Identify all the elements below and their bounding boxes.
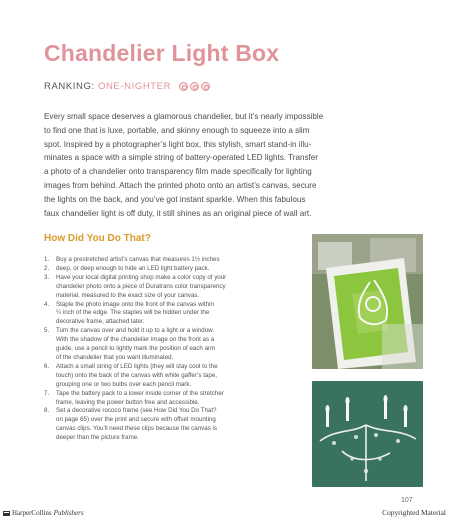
step-item	[44, 265, 306, 274]
step-item	[44, 327, 306, 363]
step-text-line: material, measured to the exact size of your canvas.	[56, 291, 200, 299]
intro-line: a photo of a chandelier onto transparency film made specifically for lighting	[44, 167, 312, 177]
step-text-line: decorative frame, attached later.	[56, 318, 145, 326]
step-number: 5.	[44, 327, 50, 335]
intro-paragraph	[44, 110, 392, 220]
intro-line: the lights on the back, and you’ve got instant sparkle. When this fabulous	[44, 194, 306, 204]
ranking-label: RANKING:	[44, 81, 95, 92]
step-text-line: of the chandelier that you want illuminated.	[56, 353, 174, 361]
publisher-name: HarperCollins	[12, 509, 52, 517]
steps-list	[44, 256, 306, 443]
step-text-line: Buy a prestretched artist’s canvas that measures 1½ inches	[56, 256, 220, 263]
section-heading: How Did You Do That?	[44, 233, 151, 244]
publisher-logo-icon	[3, 510, 10, 516]
step-text-line: With the shadow of the chandelier image on the front as a	[56, 336, 215, 344]
page-number: 107	[401, 497, 413, 504]
step-item	[44, 363, 306, 390]
step-item	[44, 274, 306, 301]
intro-line: faux chandelier light is off duty, it still shines as an original piece of wall art.	[44, 208, 312, 218]
intro-line: spot. Inspired by a photographer’s light box, this stylish, smart stand-in illu-	[44, 139, 312, 149]
ranking-value: ONE-NIGHTER	[97, 81, 172, 92]
ranking-line	[44, 81, 210, 92]
ranking-rating-icons	[179, 82, 210, 91]
step-text-line: deep, or deep enough to hide an LED light battery pack.	[56, 264, 210, 272]
publisher-mark	[3, 509, 84, 517]
step-text-line: guide, use a pencil to lightly mark the position of each arm	[56, 345, 216, 353]
step-number: 1.	[44, 256, 50, 263]
photo-chandelier-lightbox-in-room	[312, 234, 423, 369]
intro-line: minates a space with a simple string of battery-operated LED lights. Transfer	[44, 153, 318, 163]
photo-chandelier-closeup	[312, 381, 423, 487]
step-text-line: Turn the canvas over and hold it up to a light or a window.	[56, 327, 214, 335]
rating-circle-icon	[179, 82, 188, 91]
rating-circle-icon	[201, 82, 210, 91]
step-number: 6.	[44, 362, 50, 370]
step-text-line: Staple the photo image onto the front of the canvas within	[56, 300, 214, 308]
step-item	[44, 407, 306, 443]
step-item	[44, 301, 306, 328]
step-number: 7.	[44, 389, 50, 397]
step-text-line: Attach a small string of LED lights (they will stay cool to the	[56, 362, 218, 370]
step-text-line: on page 65) over the print and secure with offset mounting	[56, 416, 216, 424]
step-item	[44, 256, 306, 265]
step-item	[44, 390, 306, 408]
step-number: 8.	[44, 407, 50, 415]
step-text-line: Set a decorative rococo frame (see How Did You Do That?	[56, 407, 217, 415]
step-text-line: ¼ inch of the edge. The staples will be hidden under the	[56, 309, 210, 317]
intro-line: Every small space deserves a glamorous chandelier, but it’s nearly impossible	[44, 112, 324, 121]
step-number: 4.	[44, 300, 50, 308]
rating-circle-icon	[190, 82, 199, 91]
step-text-line: frame, leaving the power button free and accessible.	[56, 398, 200, 406]
step-text-line: Tape the battery pack to a lower inside corner of the stretcher	[56, 389, 224, 397]
step-number: 3.	[44, 273, 50, 281]
copyright-notice: Copyrighted Material	[382, 508, 446, 517]
publisher-name-italic: Publishers	[53, 509, 84, 517]
step-text-line: chandelier photo onto a piece of Duratrans color transparency	[56, 282, 226, 290]
step-text-line: grouping one or two bulbs over each pencil mark.	[56, 380, 192, 388]
step-text-line: Have your local digital printing shop make a color copy of your	[56, 273, 227, 281]
step-number: 2.	[44, 264, 50, 272]
intro-line: images from behind. Attach the printed photo onto an artist’s canvas, secure	[44, 180, 317, 190]
step-text-line: canvas clips. You’ll need these clips because the canvas is	[56, 425, 217, 433]
page-title: Chandelier Light Box	[44, 40, 280, 66]
step-text-line: deeper than the picture frame.	[56, 434, 139, 442]
intro-line: to find one that is luxe, portable, and skinny enough to squeeze into a slim	[44, 125, 310, 135]
step-text-line: touch) onto the back of the canvas with white gaffer’s tape,	[56, 371, 217, 379]
